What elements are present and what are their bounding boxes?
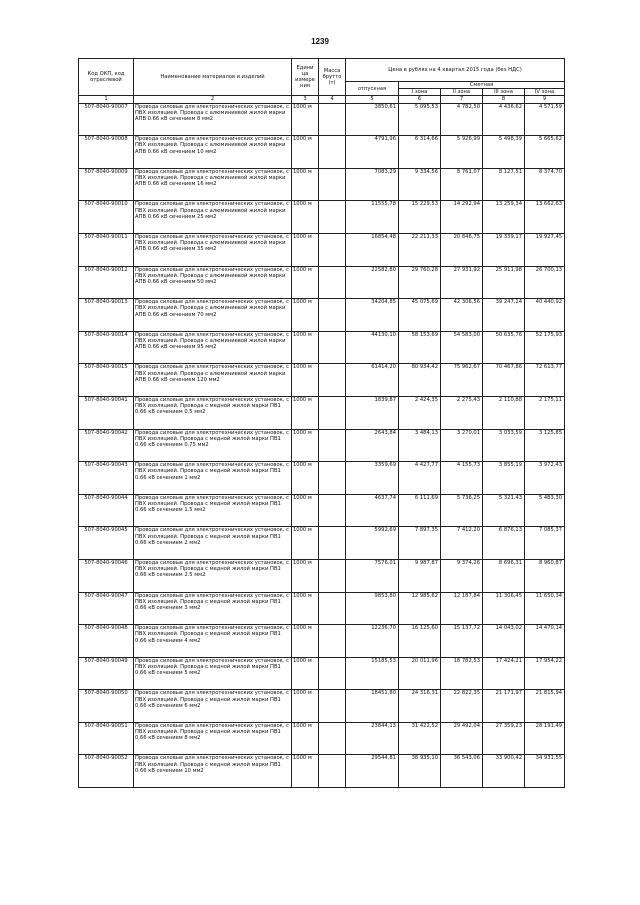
- column-number: 4: [319, 96, 346, 103]
- row-price-zone-1: 22 211,33: [399, 233, 441, 266]
- row-price-zone-1: 9 334,56: [399, 168, 441, 201]
- row-mass: [319, 136, 346, 169]
- row-price-zone-3: 50 635,76: [483, 331, 525, 364]
- row-code-okp: 507-8040-90047: [79, 592, 134, 625]
- row-material-name: Провода силовые для электротехнических установок, с ПВХ изоляцией. Провода с медной жилой марки ПВ1 0.66 кВ сечением 3 мм2: [134, 592, 292, 625]
- row-price-zone-3: 2 110,88: [483, 396, 525, 429]
- row-material-name: Провода силовые для электротехнических установок, с ПВХ изоляцией. Провода с алюминиевой жилой марки АПВ 0.66 кВ сечением 16 мм2: [134, 168, 292, 201]
- row-material-name: Провода силовые для электротехнических установок, с ПВХ изоляцией. Провода с медной жилой марки ПВ1 0.66 кВ сечением 6 мм2: [134, 690, 292, 723]
- row-price-otpusknaya: 3850,61: [346, 103, 399, 136]
- row-mass: [319, 168, 346, 201]
- row-unit: 1000 м: [292, 331, 319, 364]
- row-code-okp: 507-8040-90012: [79, 266, 134, 299]
- row-material-name: Провода силовые для электротехнических установок, с ПВХ изоляцией. Провода с алюминиевой жилой марки АПВ 0.66 кВ сечением 35 мм2: [134, 233, 292, 266]
- row-price-zone-4: 4 571,59: [525, 103, 565, 136]
- row-code-okp: 507-8040-90009: [79, 168, 134, 201]
- row-mass: [319, 233, 346, 266]
- row-price-zone-1: 16 125,60: [399, 625, 441, 658]
- row-material-name: Провода силовые для электротехнических установок, с ПВХ изоляцией. Провода с медной жилой марки ПВ1 0.66 кВ сечением 0.75 мм2: [134, 429, 292, 462]
- column-number-row: [79, 96, 565, 103]
- row-price-otpusknaya: 11555,78: [346, 201, 399, 234]
- row-price-zone-2: 18 782,53: [441, 657, 483, 690]
- row-price-zone-2: 4 155,73: [441, 462, 483, 495]
- row-price-zone-1: 58 153,69: [399, 331, 441, 364]
- row-mass: [319, 494, 346, 527]
- row-price-zone-4: 52 175,93: [525, 331, 565, 364]
- column-number: 1: [79, 96, 134, 103]
- row-price-otpusknaya: 4637,74: [346, 494, 399, 527]
- page-number: 1239: [311, 37, 329, 46]
- row-price-zone-1: 15 229,53: [399, 201, 441, 234]
- row-price-zone-3: 4 436,62: [483, 103, 525, 136]
- row-price-zone-4: 11 650,34: [525, 592, 565, 625]
- row-price-zone-2: 8 761,07: [441, 168, 483, 201]
- row-unit: 1000 м: [292, 299, 319, 332]
- row-code-okp: 507-8040-90052: [79, 755, 134, 788]
- row-code-okp: 507-8040-90044: [79, 494, 134, 527]
- row-price-otpusknaya: 1839,87: [346, 396, 399, 429]
- row-price-otpusknaya: 16854,48: [346, 233, 399, 266]
- table-row: [79, 755, 565, 788]
- row-unit: 1000 м: [292, 559, 319, 592]
- header-zone-2: II зона: [441, 89, 483, 96]
- row-code-okp: 507-8040-90043: [79, 462, 134, 495]
- row-code-okp: 507-8040-90050: [79, 690, 134, 723]
- header-name: Наименование материалов и изделий: [134, 59, 292, 96]
- row-unit: 1000 м: [292, 722, 319, 755]
- row-mass: [319, 103, 346, 136]
- row-price-zone-4: 3 972,43: [525, 462, 565, 495]
- row-price-zone-2: 7 412,20: [441, 527, 483, 560]
- row-price-zone-4: 8 960,87: [525, 559, 565, 592]
- row-unit: 1000 м: [292, 201, 319, 234]
- row-price-zone-3: 17 424,21: [483, 657, 525, 690]
- row-price-zone-4: 17 954,22: [525, 657, 565, 690]
- row-price-zone-4: 8 374,70: [525, 168, 565, 201]
- row-material-name: Провода силовые для электротехнических установок, с ПВХ изоляцией. Провода с медной жилой марки ПВ1 0.66 кВ сечением 2 мм2: [134, 527, 292, 560]
- row-code-okp: 507-8040-90013: [79, 299, 134, 332]
- table-row: [79, 625, 565, 658]
- row-material-name: Провода силовые для электротехнических установок, с ПВХ изоляцией. Провода с алюминиевой жилой марки АПВ 0.66 кВ сечением 25 мм2: [134, 201, 292, 234]
- row-unit: 1000 м: [292, 429, 319, 462]
- row-price-zone-3: 3 855,19: [483, 462, 525, 495]
- table-row: [79, 429, 565, 462]
- row-code-okp: 507-8040-90008: [79, 136, 134, 169]
- row-price-zone-3: 39 247,14: [483, 299, 525, 332]
- row-price-zone-1: 31 422,52: [399, 722, 441, 755]
- row-unit: 1000 м: [292, 527, 319, 560]
- row-code-okp: 507-8040-90007: [79, 103, 134, 136]
- row-code-okp: 507-8040-90011: [79, 233, 134, 266]
- row-code-okp: 507-8040-90046: [79, 559, 134, 592]
- table-row: [79, 103, 565, 136]
- row-price-zone-1: 4 427,77: [399, 462, 441, 495]
- row-price-otpusknaya: 9853,80: [346, 592, 399, 625]
- row-material-name: Провода силовые для электротехнических установок, с ПВХ изоляцией. Провода с медной жилой марки ПВ1 0.66 кВ сечением 4 мм2: [134, 625, 292, 658]
- header-otpusknaya: отпускная: [346, 82, 399, 96]
- price-table: [78, 58, 565, 788]
- table-row: [79, 168, 565, 201]
- row-price-zone-4: 5 665,62: [525, 136, 565, 169]
- table-row: [79, 592, 565, 625]
- row-price-otpusknaya: 61414,20: [346, 364, 399, 397]
- table-row: [79, 559, 565, 592]
- table-row: [79, 722, 565, 755]
- row-price-zone-3: 8 696,31: [483, 559, 525, 592]
- row-material-name: Провода силовые для электротехнических установок, с ПВХ изоляцией. Провода с медной жилой марки ПВ1 0.66 кВ сечением 1 мм2: [134, 462, 292, 495]
- row-code-okp: 507-8040-90042: [79, 429, 134, 462]
- row-code-okp: 507-8040-90041: [79, 396, 134, 429]
- row-price-otpusknaya: 12236,70: [346, 625, 399, 658]
- row-price-zone-3: 25 911,98: [483, 266, 525, 299]
- row-mass: [319, 396, 346, 429]
- table-row: [79, 657, 565, 690]
- row-mass: [319, 559, 346, 592]
- row-price-otpusknaya: 29544,81: [346, 755, 399, 788]
- row-code-okp: 507-8040-90051: [79, 722, 134, 755]
- row-code-okp: 507-8040-90010: [79, 201, 134, 234]
- row-material-name: Провода силовые для электротехнических установок, с ПВХ изоляцией. Провода с медной жилой марки ПВ1 0.66 кВ сечением 2.5 мм2: [134, 559, 292, 592]
- row-price-zone-2: 15 137,72: [441, 625, 483, 658]
- column-number: 8: [483, 96, 525, 103]
- header-zone-3: III зона: [483, 89, 525, 96]
- row-price-zone-2: 27 931,92: [441, 266, 483, 299]
- row-price-zone-2: 4 782,50: [441, 103, 483, 136]
- column-number: 7: [441, 96, 483, 103]
- row-price-zone-1: 7 897,35: [399, 527, 441, 560]
- row-price-zone-4: 2 175,11: [525, 396, 565, 429]
- row-price-zone-3: 6 876,13: [483, 527, 525, 560]
- row-mass: [319, 201, 346, 234]
- row-price-zone-1: 9 987,87: [399, 559, 441, 592]
- row-material-name: Провода силовые для электротехнических установок, с ПВХ изоляцией. Провода с алюминиевой жилой марки АПВ 0.66 кВ сечением 120 мм2: [134, 364, 292, 397]
- row-material-name: Провода силовые для электротехнических установок, с ПВХ изоляцией. Провода с медной жилой марки ПВ1 0.66 кВ сечением 5 мм2: [134, 657, 292, 690]
- row-price-zone-2: 5 736,25: [441, 494, 483, 527]
- table-row: [79, 299, 565, 332]
- row-price-zone-2: 12 187,84: [441, 592, 483, 625]
- header-code-okp: Код ОКП, код отраслевой: [79, 59, 134, 96]
- row-mass: [319, 364, 346, 397]
- header-price-title: Цена в рублях на 4 квартал 2015 года (без НДС): [346, 59, 565, 82]
- table-body: [79, 103, 565, 787]
- row-price-zone-2: 22 822,35: [441, 690, 483, 723]
- row-price-zone-2: 14 292,94: [441, 201, 483, 234]
- row-price-zone-2: 3 270,01: [441, 429, 483, 462]
- row-price-zone-4: 13 662,63: [525, 201, 565, 234]
- row-unit: 1000 м: [292, 364, 319, 397]
- row-price-zone-1: 20 011,96: [399, 657, 441, 690]
- row-price-zone-4: 26 700,13: [525, 266, 565, 299]
- row-price-zone-2: 20 846,75: [441, 233, 483, 266]
- column-number: 3: [292, 96, 319, 103]
- row-price-zone-2: 42 306,56: [441, 299, 483, 332]
- row-price-zone-3: 14 043,02: [483, 625, 525, 658]
- row-price-zone-2: 75 962,67: [441, 364, 483, 397]
- row-material-name: Провода силовые для электротехнических установок, с ПВХ изоляцией. Провода с медной жилой марки ПВ1 0.66 кВ сечением 8 мм2: [134, 722, 292, 755]
- column-number: 9: [525, 96, 565, 103]
- row-price-zone-1: 38 935,10: [399, 755, 441, 788]
- row-price-otpusknaya: 5992,69: [346, 527, 399, 560]
- table-row: [79, 136, 565, 169]
- row-price-zone-2: 2 275,43: [441, 396, 483, 429]
- row-price-zone-4: 21 815,94: [525, 690, 565, 723]
- row-code-okp: 507-8040-90014: [79, 331, 134, 364]
- row-mass: [319, 657, 346, 690]
- table-row: [79, 396, 565, 429]
- row-price-otpusknaya: 7083,29: [346, 168, 399, 201]
- row-price-otpusknaya: 4791,96: [346, 136, 399, 169]
- row-price-zone-1: 45 075,69: [399, 299, 441, 332]
- row-price-otpusknaya: 23844,13: [346, 722, 399, 755]
- table-header: [79, 59, 565, 104]
- row-unit: 1000 м: [292, 625, 319, 658]
- row-price-otpusknaya: 3359,69: [346, 462, 399, 495]
- table-row: [79, 266, 565, 299]
- row-price-zone-3: 33 900,42: [483, 755, 525, 788]
- row-price-zone-4: 5 483,30: [525, 494, 565, 527]
- column-number: 2: [134, 96, 292, 103]
- row-price-zone-1: 80 934,42: [399, 364, 441, 397]
- row-unit: 1000 м: [292, 103, 319, 136]
- row-price-otpusknaya: 15185,53: [346, 657, 399, 690]
- table-row: [79, 331, 565, 364]
- row-price-zone-3: 11 306,45: [483, 592, 525, 625]
- row-price-zone-4: 40 440,92: [525, 299, 565, 332]
- row-price-zone-2: 9 374,26: [441, 559, 483, 592]
- header-zone-4: IV зона: [525, 89, 565, 96]
- table-row: [79, 462, 565, 495]
- row-price-zone-3: 21 171,97: [483, 690, 525, 723]
- row-price-zone-1: 29 760,28: [399, 266, 441, 299]
- row-mass: [319, 331, 346, 364]
- row-price-zone-1: 3 484,13: [399, 429, 441, 462]
- row-unit: 1000 м: [292, 396, 319, 429]
- row-price-zone-4: 7 085,37: [525, 527, 565, 560]
- table-row: [79, 233, 565, 266]
- row-material-name: Провода силовые для электротехнических установок, с ПВХ изоляцией. Провода с алюминиевой жилой марки АПВ 0.66 кВ сечением 10 мм2: [134, 136, 292, 169]
- table-row: [79, 690, 565, 723]
- row-price-zone-3: 3 033,59: [483, 429, 525, 462]
- row-price-zone-4: 28 191,49: [525, 722, 565, 755]
- row-mass: [319, 755, 346, 788]
- row-price-zone-2: 36 543,06: [441, 755, 483, 788]
- row-price-zone-2: 29 492,04: [441, 722, 483, 755]
- row-mass: [319, 266, 346, 299]
- row-mass: [319, 690, 346, 723]
- row-mass: [319, 625, 346, 658]
- row-material-name: Провода силовые для электротехнических установок, с ПВХ изоляцией. Провода с алюминиевой жилой марки АПВ 0.66 кВ сечением 70 мм2: [134, 299, 292, 332]
- row-price-zone-3: 13 259,34: [483, 201, 525, 234]
- row-price-zone-2: 5 926,99: [441, 136, 483, 169]
- row-unit: 1000 м: [292, 592, 319, 625]
- row-price-otpusknaya: 7576,01: [346, 559, 399, 592]
- column-number: 6: [399, 96, 441, 103]
- table-row: [79, 527, 565, 560]
- row-price-zone-4: 3 125,85: [525, 429, 565, 462]
- row-material-name: Провода силовые для электротехнических установок, с ПВХ изоляцией. Провода с медной жилой марки ПВ1 0.66 кВ сечением 0.5 мм2: [134, 396, 292, 429]
- row-code-okp: 507-8040-90048: [79, 625, 134, 658]
- row-price-zone-2: 54 583,00: [441, 331, 483, 364]
- row-mass: [319, 462, 346, 495]
- row-mass: [319, 299, 346, 332]
- row-unit: 1000 м: [292, 657, 319, 690]
- row-price-otpusknaya: 2643,84: [346, 429, 399, 462]
- row-price-zone-1: 12 985,62: [399, 592, 441, 625]
- row-price-zone-3: 70 467,86: [483, 364, 525, 397]
- row-mass: [319, 592, 346, 625]
- row-price-zone-1: 2 424,35: [399, 396, 441, 429]
- row-price-otpusknaya: 18451,80: [346, 690, 399, 723]
- header-mass: Масса брутто (т): [319, 59, 346, 96]
- row-price-zone-1: 5 095,53: [399, 103, 441, 136]
- row-unit: 1000 м: [292, 462, 319, 495]
- row-unit: 1000 м: [292, 168, 319, 201]
- row-material-name: Провода силовые для электротехнических установок, с ПВХ изоляцией. Провода с медной жилой марки ПВ1 0.66 кВ сечением 10 мм2: [134, 755, 292, 788]
- row-mass: [319, 429, 346, 462]
- row-code-okp: 507-8040-90049: [79, 657, 134, 690]
- row-mass: [319, 527, 346, 560]
- row-price-zone-3: 8 127,51: [483, 168, 525, 201]
- row-material-name: Провода силовые для электротехнических установок, с ПВХ изоляцией. Провода с алюминиевой жилой марки АПВ 0.66 кВ сечением 95 мм2: [134, 331, 292, 364]
- row-price-zone-1: 24 316,31: [399, 690, 441, 723]
- table-row: [79, 364, 565, 397]
- row-price-zone-4: 14 470,14: [525, 625, 565, 658]
- row-price-otpusknaya: 44130,10: [346, 331, 399, 364]
- row-unit: 1000 м: [292, 136, 319, 169]
- column-number: 5: [346, 96, 399, 103]
- row-price-zone-3: 19 339,17: [483, 233, 525, 266]
- row-unit: 1000 м: [292, 233, 319, 266]
- row-unit: 1000 м: [292, 755, 319, 788]
- row-material-name: Провода силовые для электротехнических установок, с ПВХ изоляцией. Провода с алюминиевой жилой марки АПВ 0.66 кВ сечением 50 мм2: [134, 266, 292, 299]
- row-price-otpusknaya: 34204,85: [346, 299, 399, 332]
- header-unit: Едини ца измере ния: [292, 59, 319, 96]
- header-smetnaya: Сметная: [399, 82, 565, 89]
- row-price-zone-4: 34 931,55: [525, 755, 565, 788]
- row-price-zone-4: 72 613,77: [525, 364, 565, 397]
- row-unit: 1000 м: [292, 494, 319, 527]
- row-price-zone-1: 6 314,66: [399, 136, 441, 169]
- row-code-okp: 507-8040-90015: [79, 364, 134, 397]
- row-price-zone-3: 5 498,39: [483, 136, 525, 169]
- table-row: [79, 494, 565, 527]
- row-code-okp: 507-8040-90045: [79, 527, 134, 560]
- row-material-name: Провода силовые для электротехнических установок, с ПВХ изоляцией. Провода с алюминиевой жилой марки АПВ 0.66 кВ сечением 8 мм2: [134, 103, 292, 136]
- row-unit: 1000 м: [292, 690, 319, 723]
- table-row: [79, 201, 565, 234]
- row-price-zone-4: 19 927,45: [525, 233, 565, 266]
- row-price-zone-1: 6 111,69: [399, 494, 441, 527]
- header-zone-1: I зона: [399, 89, 441, 96]
- row-price-zone-3: 5 321,43: [483, 494, 525, 527]
- row-material-name: Провода силовые для электротехнических установок, с ПВХ изоляцией. Провода с медной жилой марки ПВ1 0.66 кВ сечением 1.5 мм2: [134, 494, 292, 527]
- row-unit: 1000 м: [292, 266, 319, 299]
- row-price-otpusknaya: 22582,80: [346, 266, 399, 299]
- row-price-zone-3: 27 359,23: [483, 722, 525, 755]
- row-mass: [319, 722, 346, 755]
